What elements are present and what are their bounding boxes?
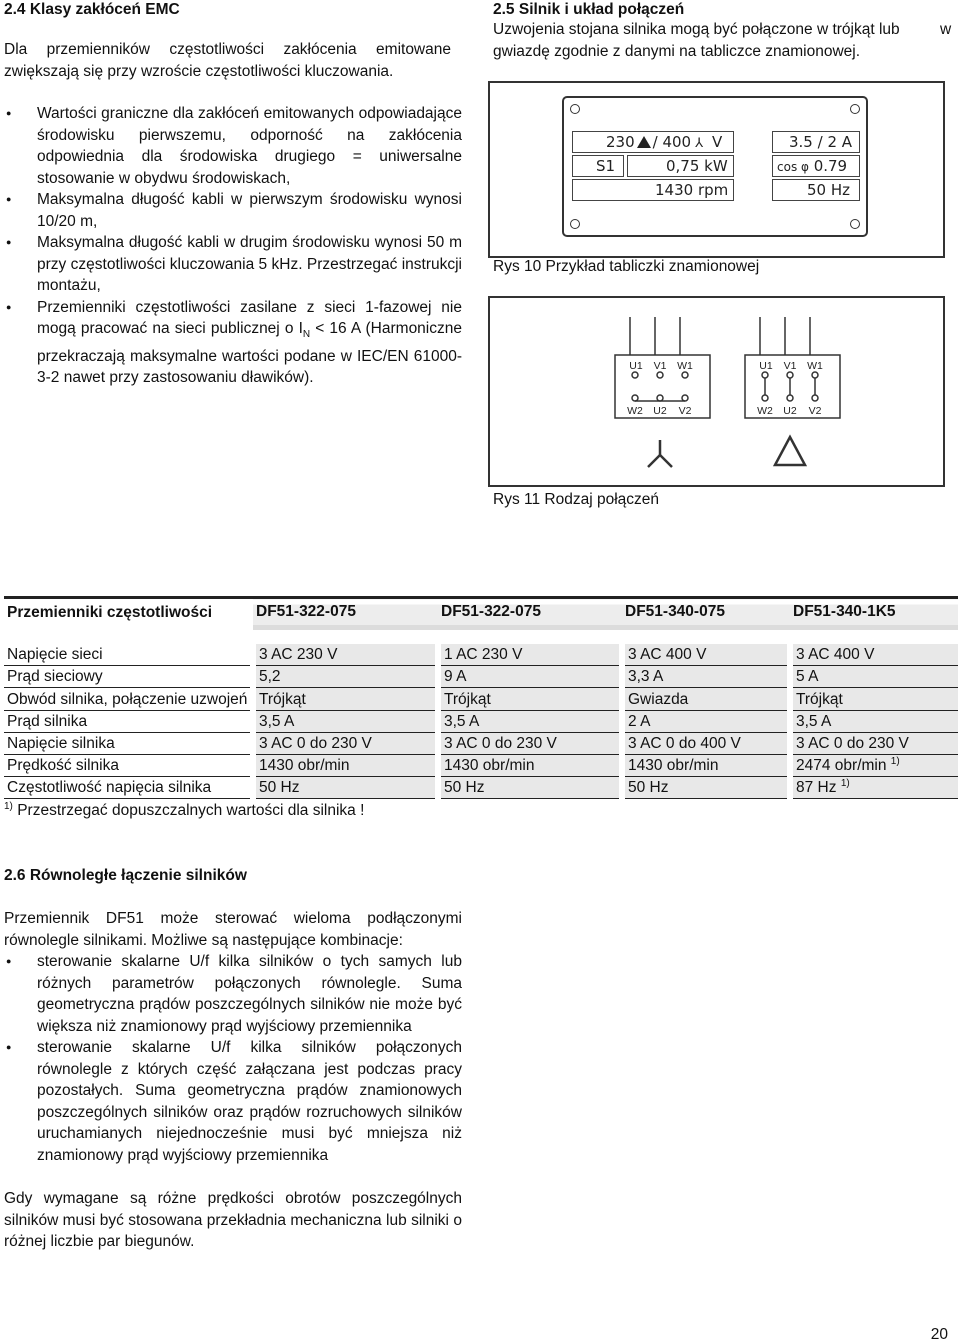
screw-icon [570, 104, 580, 114]
list-item: ● sterowanie skalarne U/f kilka silników połączonych równolegle z których część załączana jest podczas pracy pozostałych. Suma geometryczna prądów znamionowych poszczególnych silników oraz prądów rozruchowych silników uruchamianych niejednocześnie musi być mniejsza niż znamionowy prąd wyjściowy przemiennika [4, 1037, 462, 1166]
section-heading-2-5: 2.5 Silnik i układ połączeń [493, 1, 685, 18]
intro-line: Przemiennik DF51 może sterować wieloma podłączonymi [4, 910, 462, 927]
terminal-label: U1 [629, 360, 643, 372]
section-2-6-intro [4, 908, 462, 951]
terminal-label: W1 [677, 360, 693, 372]
table-cell: Trójkąt [253, 688, 438, 710]
list-item [4, 297, 462, 389]
connection-diagram [600, 305, 860, 480]
list-item: ● Maksymalna długość kabli w pierwszym środowisku wynosi 10/20 m, [4, 189, 462, 232]
table-cell: 1430 obr/min [253, 754, 438, 776]
terminal-label: U2 [653, 405, 667, 417]
table-cell: Trójkąt [790, 688, 958, 710]
table-header-cell: DF51-322-075 [253, 598, 438, 628]
frequency-converter-table [4, 596, 958, 799]
table-cell: Częstotliwość napięcia silnika [4, 777, 253, 799]
table-cell: 50 Hz [253, 777, 438, 799]
subscript: N [302, 329, 311, 341]
nameplate-text: 0,75 kW [627, 155, 734, 177]
terminal-label: V2 [678, 405, 692, 417]
list-item-text: Przemienniki częstotliwości zasilane z sieci 1-fazowej nie mogą pracować na sieci publicznej o I [37, 298, 462, 337]
list-item: ● sterowanie skalarne U/f kilka silników o tych samych lub różnych parametrów połączonych równolegle. Suma geometryczna prądów poszczególnych silników nie może być większa niż znamionowy prąd wyjściowy przemiennika [4, 951, 462, 1037]
table-cell-text: 87 Hz [796, 779, 837, 797]
nameplate-voltage-cell [572, 131, 734, 153]
list-item: ● Wartości graniczne dla zakłóceń emitowanych odpowiadające środowisku pierwszemu, odporność na zakłócenia odpowiednia dla środowiska drugiego = uniwersalne stosowanie w obydwu środowiskach, [4, 103, 462, 189]
table-row [4, 688, 958, 710]
section-2-5-intro [493, 19, 948, 62]
intro-line: gwiazdę zgodnie z danymi na tabliczce znamionowej. [493, 42, 861, 60]
intro-line: zwiększają się przy wzroście częstotliwości kluczowania. [4, 62, 394, 80]
footnote-ref: 1) [840, 778, 850, 790]
nameplate-text: / 400 [652, 133, 692, 151]
emc-bullet-list [4, 103, 462, 389]
table-cell: 3 AC 0 do 400 V [622, 732, 790, 754]
table-cell: 50 Hz [622, 777, 790, 799]
table-cell: 2 A [622, 710, 790, 732]
table-cell: 5,2 [253, 666, 438, 688]
terminal-label: V1 [783, 360, 797, 372]
nameplate-text: 1430 rpm [572, 179, 734, 201]
table-cell: 3,5 A [790, 710, 958, 732]
page-number: 20 [930, 1326, 948, 1343]
nameplate-text: V [712, 133, 723, 151]
nameplate-text: 0.79 [813, 157, 848, 175]
table-cell: 5 A [790, 666, 958, 688]
list-item-text: < 16 A (Harmoniczne przekraczają maksymalne wartości podane w IEC/EN 61000-3-2 nawet przy zastosowaniu dławików). [37, 320, 462, 387]
figure-11-caption: Rys 11 Rodzaj połączeń [493, 491, 659, 508]
table-cell: 3 AC 0 do 230 V [790, 732, 958, 754]
section-heading-2-4: 2.4 Klasy zakłóceń EMC [4, 1, 180, 18]
screw-icon [850, 219, 860, 229]
table-row [4, 777, 958, 799]
table-header-cell: DF51-340-075 [622, 598, 790, 628]
table-cell: Prędkość silnika [4, 754, 253, 776]
table-cell: 3 AC 0 do 230 V [438, 732, 622, 754]
table-row [4, 754, 958, 776]
terminal-label: W1 [807, 360, 823, 372]
nameplate-text: S1 [572, 155, 624, 177]
table-cell: Trójkąt [438, 688, 622, 710]
table-row [4, 732, 958, 754]
nameplate [562, 96, 868, 237]
table-header-row [4, 598, 958, 628]
section-2-4-intro [4, 39, 451, 82]
intro-line: Uzwojenia stojana silnika mogą być połączone w trójkąt lub [493, 21, 900, 38]
terminal-label: W2 [757, 405, 773, 417]
terminal-label: U2 [783, 405, 797, 417]
table-cell [790, 754, 958, 776]
table-cell: 3 AC 0 do 230 V [253, 732, 438, 754]
table-cell-text: 2474 obr/min [796, 757, 887, 775]
nameplate-text: 50 Hz [772, 179, 860, 201]
footnote-ref: 1) [890, 755, 900, 767]
table-cell: 3 AC 400 V [790, 644, 958, 666]
table-header-cell: DF51-322-075 [438, 598, 622, 628]
table-row [4, 710, 958, 732]
table-cell: 3,5 A [253, 710, 438, 732]
terminal-label: V2 [808, 405, 822, 417]
table-footnote [4, 800, 364, 822]
table-cell: Obwód silnika, połączenie uzwojeń [4, 688, 253, 710]
table-cell: 1430 obr/min [438, 754, 622, 776]
table-cell: 1430 obr/min [622, 754, 790, 776]
footnote-mark: 1) [4, 800, 13, 812]
table-cell: Napięcie silnika [4, 732, 253, 754]
list-item: ● Maksymalna długość kabli w drugim środowisku wynosi 50 m przy częstotliwości kluczowania 5 kHz. Przestrzegać instrukcji montażu, [4, 232, 462, 297]
nameplate-text: 230 [606, 133, 635, 151]
table-header-cell: DF51-340-1K5 [790, 598, 958, 628]
table-cell: 3 AC 400 V [622, 644, 790, 666]
table-cell: 1 AC 230 V [438, 644, 622, 666]
table-cell [790, 777, 958, 799]
table-cell: 3,3 A [622, 666, 790, 688]
delta-symbol-icon [637, 136, 651, 148]
table-cell: Prąd sieciowy [4, 666, 253, 688]
nameplate-cos-cell [772, 155, 860, 177]
screw-icon [570, 219, 580, 229]
star-symbol-icon: ⅄ [691, 136, 704, 151]
figure-10-caption: Rys 10 Przykład tabliczki znamionowej [493, 258, 760, 275]
stray-letter: w [940, 21, 952, 38]
table-cell: 3 AC 230 V [253, 644, 438, 666]
table-row [4, 644, 958, 666]
table-cell: Prąd silnika [4, 710, 253, 732]
table-cell: Gwiazda [622, 688, 790, 710]
terminal-label: U1 [759, 360, 773, 372]
section-heading-2-6: 2.6 Równoległe łączenie silników [4, 867, 247, 884]
table-row [4, 666, 958, 688]
table-cell: 3,5 A [438, 710, 622, 732]
parallel-bullet-list [4, 951, 462, 1166]
table-cell: 50 Hz [438, 777, 622, 799]
table-cell: Napięcie sieci [4, 644, 253, 666]
intro-line: Dla przemienników częstotliwości zakłócenia emitowane [4, 41, 451, 58]
terminal-label: W2 [627, 405, 643, 417]
table-cell: 9 A [438, 666, 622, 688]
section-2-6-closing: Gdy wymagane są różne prędkości obrotów poszczególnych silników musi być stosowana przekładnia mechaniczna lub silniki o różnej liczbie par biegunów. [4, 1190, 462, 1250]
table-header-cell: Przemienniki częstotliwości [4, 598, 253, 628]
footnote-text: Przestrzegać dopuszczalnych wartości dla silnika ! [12, 802, 365, 819]
nameplate-text: cos φ [777, 160, 809, 174]
intro-line: równolegle silnikami. Możliwe są następujące kombinacje: [4, 931, 403, 949]
screw-icon [850, 104, 860, 114]
nameplate-text: 3.5 / 2 A [772, 131, 860, 153]
terminal-label: V1 [653, 360, 667, 372]
